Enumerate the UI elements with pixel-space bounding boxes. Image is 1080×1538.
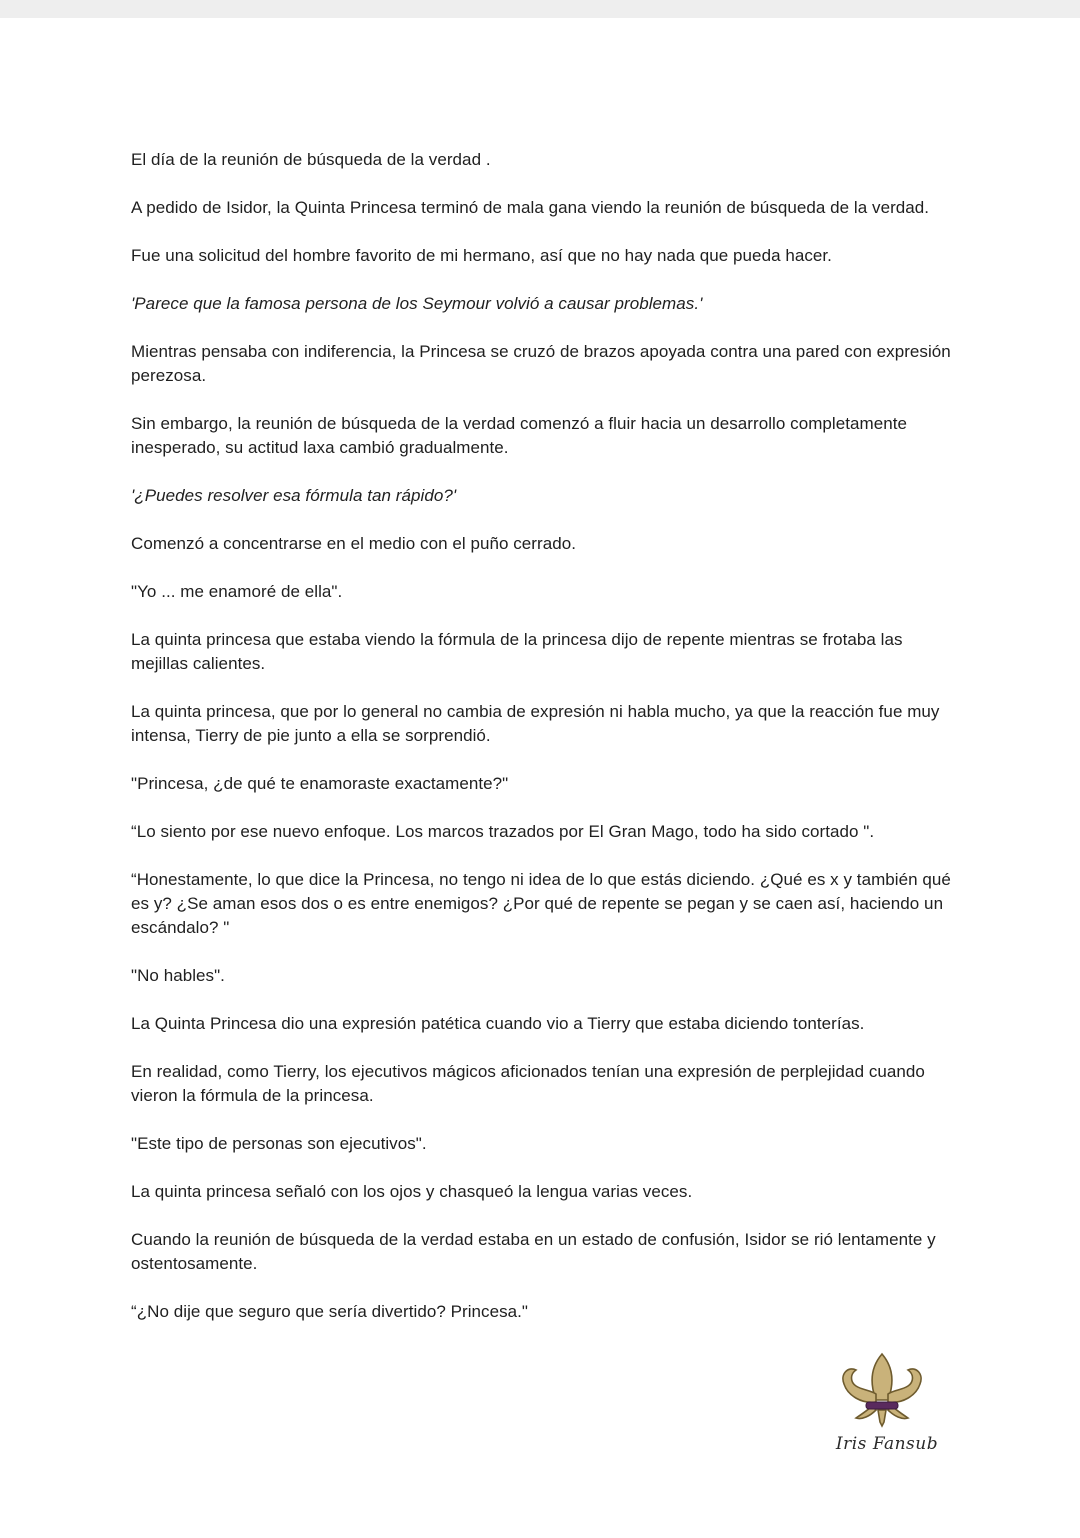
document-body — [131, 148, 961, 1348]
paragraph: “Honestamente, lo que dice la Princesa, no tengo ni idea de lo que estás diciendo. ¿Qué es x y también qué es y? ¿Se aman esos dos o es entre enemigos? ¿Por qué de repente se pegan y se caen así, haciendo un escándalo? " — [131, 870, 951, 937]
paragraph: "Yo ... me enamoré de ella". — [131, 582, 343, 601]
paragraph: Fue una solicitud del hombre favorito de mi hermano, así que no hay nada que pueda hacer. — [131, 246, 832, 265]
paragraph: "Este tipo de personas son ejecutivos". — [131, 1134, 427, 1153]
paragraph: A pedido de Isidor, la Quinta Princesa terminó de mala gana viendo la reunión de búsqueda de la verdad. — [131, 198, 930, 217]
fleur-de-lis-icon — [832, 1350, 942, 1430]
paragraph: “Lo siento por ese nuevo enfoque. Los marcos trazados por El Gran Mago, todo ha sido cortado ". — [131, 822, 875, 841]
paragraph: La quinta princesa, que por lo general no cambia de expresión ni habla mucho, ya que la reacción fue muy intensa, Tierry de pie junto a ella se sorprendió. — [131, 702, 940, 745]
paragraph: Sin embargo, la reunión de búsqueda de la verdad comenzó a fluir hacia un desarrollo completamente inesperado, su actitud laxa cambió gradualmente. — [131, 414, 908, 457]
paragraph-thought: '¿Puedes resolver esa fórmula tan rápido?' — [131, 486, 457, 505]
paragraph: La Quinta Princesa dio una expresión patética cuando vio a Tierry que estaba diciendo tonterías. — [131, 1014, 865, 1033]
paragraph: El día de la reunión de búsqueda de la verdad . — [131, 150, 491, 169]
top-bar — [0, 0, 1080, 18]
paragraph: Cuando la reunión de búsqueda de la verdad estaba en un estado de confusión, Isidor se rió lentamente y ostentosamente. — [131, 1230, 936, 1273]
watermark-text: Iris Fansub — [835, 1434, 939, 1454]
watermark-logo — [832, 1350, 942, 1465]
paragraph: "No hables". — [131, 966, 225, 985]
paragraph-thought: 'Parece que la famosa persona de los Seymour volvió a causar problemas.' — [131, 294, 703, 313]
paragraph: La quinta princesa que estaba viendo la fórmula de la princesa dijo de repente mientras se frotaba las mejillas calientes. — [131, 630, 903, 673]
paragraph: La quinta princesa señaló con los ojos y chasqueó la lengua varias veces. — [131, 1182, 693, 1201]
paragraph: “¿No dije que seguro que sería divertido? Princesa." — [131, 1302, 529, 1321]
paragraph: En realidad, como Tierry, los ejecutivos mágicos aficionados tenían una expresión de perplejidad cuando vieron la fórmula de la princesa. — [131, 1062, 925, 1105]
paragraph: Comenzó a concentrarse en el medio con el puño cerrado. — [131, 534, 577, 553]
paragraph: Mientras pensaba con indiferencia, la Princesa se cruzó de brazos apoyada contra una pared con expresión perezosa. — [131, 342, 951, 385]
paragraph: "Princesa, ¿de qué te enamoraste exactamente?" — [131, 774, 509, 793]
